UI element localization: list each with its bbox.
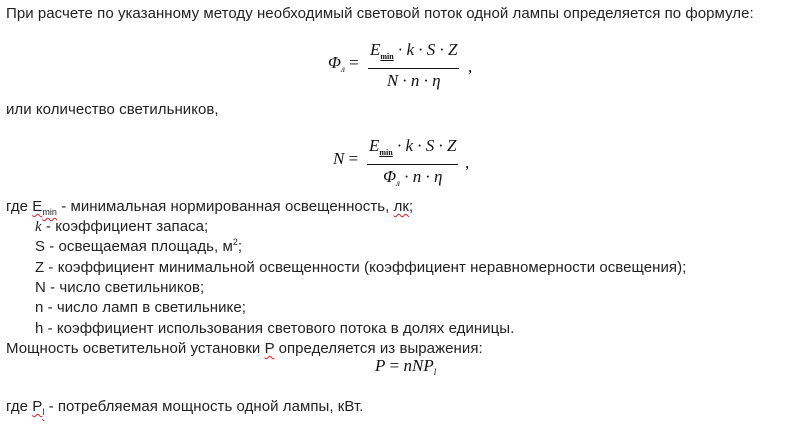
formula-power: P = nNP$_l$ bbox=[375, 356, 437, 377]
formula1-denominator: N · n · η bbox=[386, 71, 441, 90]
formula-fixture-count bbox=[333, 136, 483, 186]
formula2-numerator: $E_{min} \cdot k \cdot S \cdot Z$ bbox=[369, 136, 457, 157]
power-text: Мощность осветительной установки P определяется из выражения: bbox=[6, 340, 483, 357]
def-s: S - освещаемая площадь, $м^2$; bbox=[35, 237, 243, 255]
def-z: Z - коэффициент минимальной освещенности (коэффициент неравномерности освещения); bbox=[35, 259, 687, 276]
formula1-lhs: $\Phi_л$ = bbox=[328, 53, 359, 74]
def-pl: где $P_l$ - потребляемая мощность одной лампы, кВт. bbox=[6, 398, 364, 417]
fraction-bar bbox=[368, 68, 459, 69]
def-emin: где $E_{min}$ - минимальная нормированная освещенность, лк; bbox=[6, 198, 414, 217]
formula1-fraction bbox=[368, 40, 459, 91]
formula2-lhs: N = bbox=[333, 149, 359, 168]
or-count-text: или количество светильников, bbox=[6, 101, 219, 118]
formula2-comma: , bbox=[465, 153, 470, 172]
intro-paragraph: При расчете по указанному методу необходимый световой поток одной лампы определяется по формуле: bbox=[6, 5, 754, 22]
def-k: k - коэффициент запаса; bbox=[35, 218, 209, 235]
def-n-lamps: n - число ламп в светильнике; bbox=[35, 299, 246, 316]
formula1-comma: , bbox=[468, 57, 473, 76]
formula-luminous-flux bbox=[328, 40, 488, 90]
def-h: h - коэффициент использования светового потока в долях единицы. bbox=[35, 320, 515, 337]
def-n-fixtures: N - число светильников; bbox=[35, 279, 205, 296]
formula2-fraction bbox=[367, 136, 458, 193]
fraction-bar bbox=[367, 164, 458, 165]
formula2-denominator: $\Phi_л \cdot n \cdot \eta$ bbox=[383, 167, 443, 188]
formula1-numerator: $E_{min} \cdot k \cdot S \cdot Z$ bbox=[370, 40, 458, 61]
